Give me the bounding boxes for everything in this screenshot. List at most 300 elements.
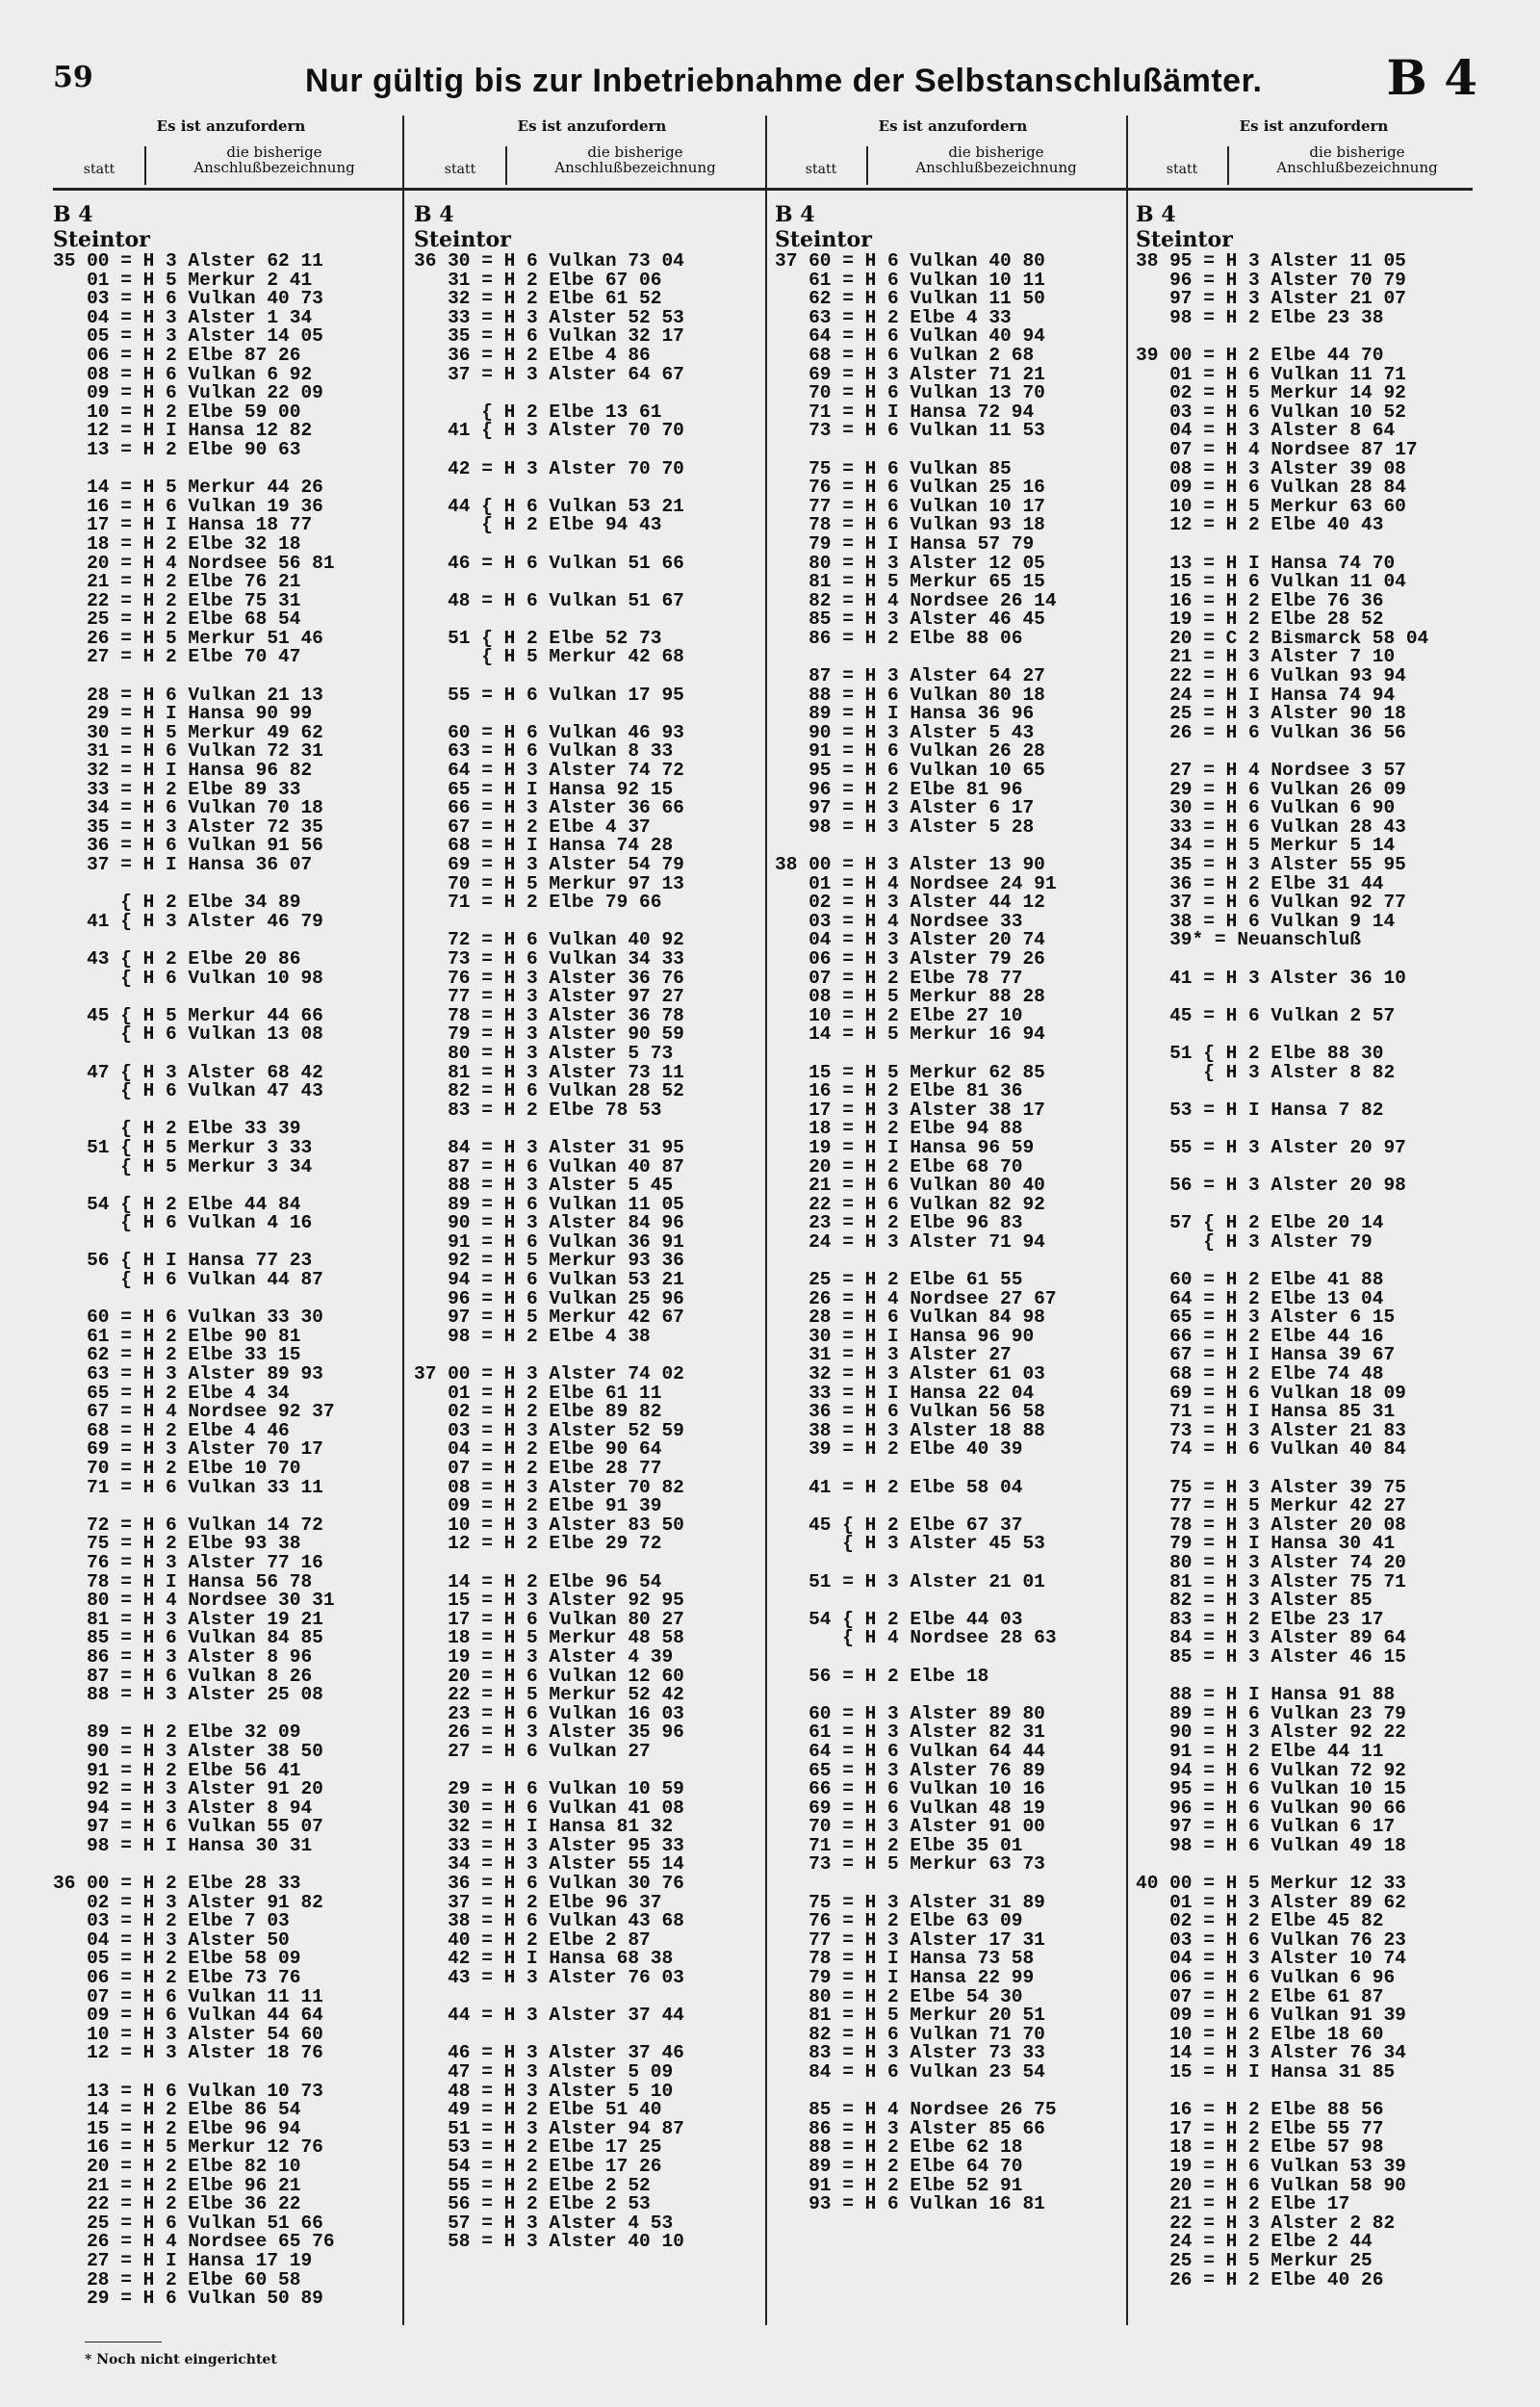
number-mapping-row: 85 = H 3 Alster 46 45	[775, 608, 1045, 631]
number-mapping-row: 10 = H 3 Alster 54 60	[53, 2023, 323, 2045]
number-mapping-row: 77 = H 5 Merkur 42 27	[1136, 1495, 1406, 1517]
number-mapping-row: 08 = H 3 Alster 39 08	[1136, 457, 1406, 479]
number-mapping-row: 33 = H 6 Vulkan 28 43	[1136, 815, 1406, 838]
number-mapping-row: 05 = H 3 Alster 14 05	[53, 325, 323, 348]
column-header-desc-line1: die bisherige	[948, 143, 1044, 161]
number-mapping-row: 22 = H 6 Vulkan 93 94	[1136, 665, 1406, 687]
number-mapping-row: 75 = H 6 Vulkan 85	[775, 457, 1012, 479]
group-spacer	[1136, 535, 1492, 555]
number-mapping-row: 14 = H 3 Alster 76 34	[1136, 2042, 1406, 2064]
number-mapping-row: 89 = H 6 Vulkan 11 05	[414, 1193, 684, 1215]
exchange-name: Steintor	[1136, 227, 1233, 252]
number-mapping-row: 23 = H 6 Vulkan 16 03	[414, 1702, 684, 1724]
number-mapping-row: 36 = H 6 Vulkan 30 76	[414, 1873, 684, 1895]
number-mapping-row: 69 = H 3 Alster 71 21	[775, 363, 1045, 385]
number-mapping-row: 21 = H 2 Elbe 17	[1136, 2193, 1350, 2215]
number-mapping-row: 24 = H 3 Alster 71 94	[775, 1230, 1045, 1253]
number-mapping-row: 41 { H 3 Alster 70 70	[414, 420, 684, 442]
number-mapping-row: 38 95 = H 3 Alster 11 05	[1136, 250, 1406, 272]
number-mapping-row: 49 = H 2 Elbe 51 40	[414, 2099, 662, 2121]
number-mapping-row: 93 = H 6 Vulkan 16 81	[775, 2193, 1045, 2215]
page-title: Nur gültig bis zur Inbetriebnahme der Selbstanschlußämter.	[305, 63, 1263, 99]
number-mapping-row: 83 = H 2 Elbe 78 53	[414, 1099, 662, 1121]
group-spacer	[53, 667, 409, 686]
column-header	[775, 116, 1131, 187]
column-header-desc	[149, 144, 399, 175]
number-mapping-row: 63 = H 6 Vulkan 8 33	[414, 740, 674, 763]
listing-column	[1136, 116, 1492, 2349]
column-header	[1136, 116, 1492, 187]
column-body	[53, 202, 409, 2309]
group-spacer	[414, 384, 770, 403]
number-mapping-row: 60 = H 3 Alster 89 80	[775, 1702, 1045, 1724]
number-mapping-row: 41 = H 3 Alster 36 10	[1136, 967, 1406, 989]
number-mapping-row: 88 = H 2 Elbe 62 18	[775, 2136, 1023, 2159]
number-mapping-row: 78 = H 6 Vulkan 93 18	[775, 514, 1045, 536]
number-mapping-row: 46 = H 6 Vulkan 51 66	[414, 552, 684, 574]
number-mapping-row: 35 = H 3 Alster 72 35	[53, 815, 323, 838]
number-mapping-row: 43 { H 2 Elbe 20 86	[53, 947, 301, 970]
column-header-statt: statt	[805, 162, 837, 177]
number-mapping-row: 16 = H 6 Vulkan 19 36	[53, 495, 323, 517]
number-mapping-row: 07 = H 2 Elbe 61 87	[1136, 1985, 1384, 2007]
number-mapping-row: 56 = H 2 Elbe 2 53	[414, 2193, 651, 2215]
number-mapping-row: 16 = H 2 Elbe 81 36	[775, 1080, 1023, 1102]
group-spacer	[1136, 1120, 1492, 1139]
number-mapping-row: 97 = H 6 Vulkan 6 17	[1136, 1816, 1396, 1838]
number-mapping-row: 09 = H 6 Vulkan 28 84	[1136, 477, 1406, 499]
page-header	[53, 49, 1477, 111]
number-mapping-row: 69 = H 3 Alster 70 17	[53, 1438, 323, 1461]
number-mapping-row: 14 = H 5 Merkur 44 26	[53, 477, 323, 499]
number-mapping-row: 61 = H 3 Alster 82 31	[775, 1721, 1045, 1744]
number-mapping-row: 32 = H I Hansa 96 82	[53, 760, 313, 782]
column-header-title: Es ist anzufordern	[156, 117, 306, 135]
number-mapping-row: 48 = H 3 Alster 5 10	[414, 2080, 674, 2102]
group-spacer	[414, 1554, 770, 1573]
number-mapping-row: 71 = H 2 Elbe 35 01	[775, 1834, 1023, 1856]
group-spacer	[414, 573, 770, 592]
number-mapping-row: 03 = H 6 Vulkan 10 52	[1136, 401, 1406, 423]
number-mapping-row: 66 = H 2 Elbe 44 16	[1136, 1325, 1384, 1347]
number-mapping-row: 25 = H 2 Elbe 61 55	[775, 1269, 1023, 1291]
number-mapping-row: 42 = H 3 Alster 70 70	[414, 457, 684, 479]
number-mapping-row: 96 = H 6 Vulkan 25 96	[414, 1287, 684, 1309]
group-spacer	[775, 1460, 1131, 1479]
number-mapping-row: { H 5 Merkur 42 68	[414, 646, 684, 668]
number-mapping-row: 65 = H 2 Elbe 4 34	[53, 1382, 290, 1404]
number-mapping-row: 30 = H 6 Vulkan 6 90	[1136, 797, 1396, 819]
group-spacer	[414, 667, 770, 686]
number-mapping-row: 66 = H 3 Alster 36 66	[414, 797, 684, 819]
number-mapping-row: 54 { H 2 Elbe 44 84	[53, 1193, 301, 1215]
number-mapping-row: 33 = H 2 Elbe 89 33	[53, 778, 301, 800]
number-mapping-row: 27 = H 2 Elbe 70 47	[53, 646, 301, 668]
number-mapping-row: 26 = H 4 Nordsee 27 67	[775, 1287, 1057, 1309]
number-mapping-row: 64 = H 2 Elbe 13 04	[1136, 1287, 1384, 1309]
number-mapping-row: 94 = H 3 Alster 8 94	[53, 1797, 313, 1819]
number-mapping-row: 61 = H 6 Vulkan 10 11	[775, 269, 1045, 291]
number-mapping-row: 96 = H 6 Vulkan 90 66	[1136, 1797, 1406, 1819]
number-mapping-row: 19 = H 2 Elbe 28 52	[1136, 608, 1384, 631]
group-spacer	[775, 1875, 1131, 1894]
number-mapping-row: 86 = H 3 Alster 8 96	[53, 1645, 313, 1668]
number-mapping-row: 25 = H 5 Merkur 25	[1136, 2249, 1373, 2271]
number-mapping-row: 67 = H 2 Elbe 4 37	[414, 815, 651, 838]
number-mapping-row: 62 = H 2 Elbe 33 15	[53, 1344, 301, 1366]
number-mapping-row: 91 = H 6 Vulkan 26 28	[775, 740, 1045, 763]
number-mapping-row: 31 = H 2 Elbe 67 06	[414, 269, 662, 291]
number-mapping-row: 32 = H 2 Elbe 61 52	[414, 288, 662, 310]
column-header-desc-line2: Anschlußbezeichnung	[915, 159, 1077, 176]
exchange-code: B 4	[414, 202, 454, 227]
number-mapping-row: 73 = H 5 Merkur 63 73	[775, 1853, 1045, 1876]
number-mapping-row: 73 = H 6 Vulkan 11 53	[775, 420, 1045, 442]
number-mapping-row: 22 = H 6 Vulkan 82 92	[775, 1193, 1045, 1215]
number-mapping-row: 22 = H 2 Elbe 36 22	[53, 2193, 301, 2215]
number-mapping-row: 07 = H 2 Elbe 78 77	[775, 967, 1023, 989]
number-mapping-row: 33 = H I Hansa 22 04	[775, 1382, 1035, 1404]
number-mapping-row: 95 = H 6 Vulkan 10 65	[775, 760, 1045, 782]
number-mapping-row: 32 = H I Hansa 81 32	[414, 1816, 674, 1838]
number-mapping-row: 32 = H 3 Alster 61 03	[775, 1363, 1045, 1385]
number-mapping-row: 26 = H 5 Merkur 51 46	[53, 627, 323, 649]
number-mapping-row: 87 = H 3 Alster 64 27	[775, 665, 1045, 687]
number-mapping-row: 04 = H 3 Alster 50	[53, 1928, 290, 1951]
number-mapping-row: 97 = H 3 Alster 6 17	[775, 797, 1035, 819]
group-spacer	[1136, 950, 1492, 970]
number-mapping-row: 45 = H 6 Vulkan 2 57	[1136, 1004, 1396, 1026]
number-mapping-row: 27 = H 6 Vulkan 27	[414, 1740, 651, 1762]
number-mapping-row: 70 = H 2 Elbe 10 70	[53, 1458, 301, 1479]
number-mapping-row: 55 = H 6 Vulkan 17 95	[414, 684, 684, 706]
number-mapping-row: 90 = H 3 Alster 92 22	[1136, 1721, 1406, 1744]
column-header-separator	[1227, 146, 1229, 185]
number-mapping-row: 69 = H 6 Vulkan 18 09	[1136, 1382, 1406, 1404]
number-mapping-row: 01 = H 6 Vulkan 11 71	[1136, 363, 1406, 385]
number-mapping-row: 08 = H 5 Merkur 88 28	[775, 986, 1045, 1008]
number-mapping-row: 03 = H 3 Alster 52 59	[414, 1419, 684, 1441]
column-header-desc	[510, 144, 760, 175]
number-mapping-row: 38 00 = H 3 Alster 13 90	[775, 854, 1045, 875]
number-mapping-row: 37 = H 3 Alster 64 67	[414, 363, 684, 385]
number-mapping-row: { H 6 Vulkan 13 08	[53, 1023, 323, 1046]
number-mapping-row: 25 = H 3 Alster 90 18	[1136, 703, 1406, 725]
number-mapping-row: 92 = H 3 Alster 91 20	[53, 1778, 323, 1800]
number-mapping-row: 79 = H I Hansa 57 79	[775, 532, 1035, 555]
number-mapping-row: 79 = H 3 Alster 90 59	[414, 1023, 684, 1046]
number-mapping-row: 20 = H 4 Nordsee 56 81	[53, 552, 335, 574]
group-spacer	[1136, 988, 1492, 1007]
number-mapping-row: 31 = H 6 Vulkan 72 31	[53, 740, 323, 763]
number-mapping-row: 77 = H 3 Alster 17 31	[775, 1928, 1045, 1951]
number-mapping-row: 13 = H I Hansa 74 70	[1136, 552, 1396, 574]
number-mapping-row: 09 = H 6 Vulkan 22 09	[53, 382, 323, 404]
number-mapping-row: 77 = H 6 Vulkan 10 17	[775, 495, 1045, 517]
number-mapping-row: 80 = H 3 Alster 5 73	[414, 1042, 674, 1064]
column-header-title: Es ist anzufordern	[1239, 117, 1389, 135]
number-mapping-row: 10 = H 3 Alster 83 50	[414, 1514, 684, 1536]
number-mapping-row: 84 = H 6 Vulkan 23 54	[775, 2061, 1045, 2083]
number-mapping-row: 02 = H 2 Elbe 89 82	[414, 1401, 662, 1423]
number-mapping-row: 27 = H I Hansa 17 19	[53, 2249, 313, 2271]
column-header-title: Es ist anzufordern	[878, 117, 1028, 135]
number-mapping-row: 30 = H I Hansa 96 90	[775, 1325, 1035, 1347]
number-mapping-row: 38 = H 6 Vulkan 9 14	[1136, 910, 1396, 932]
number-mapping-row: 90 = H 3 Alster 5 43	[775, 721, 1035, 743]
number-mapping-row: 39* = Neuanschluß	[1136, 929, 1362, 951]
column-header-title: Es ist anzufordern	[517, 117, 667, 135]
number-mapping-row: 76 = H 2 Elbe 63 09	[775, 1910, 1023, 1932]
number-mapping-row: 63 = H 2 Elbe 4 33	[775, 306, 1012, 328]
number-mapping-row: 21 = H 3 Alster 7 10	[1136, 646, 1396, 668]
number-mapping-row: 81 = H 3 Alster 75 71	[1136, 1570, 1406, 1592]
number-mapping-row: 68 = H 6 Vulkan 2 68	[775, 344, 1035, 366]
number-mapping-row: { H 3 Alster 8 82	[1136, 1061, 1396, 1083]
column-header-desc-line1: die bisherige	[587, 143, 683, 161]
number-mapping-row: 15 = H 5 Merkur 62 85	[775, 1061, 1045, 1083]
number-mapping-row: 40 00 = H 5 Merkur 12 33	[1136, 1873, 1406, 1895]
number-mapping-row: 78 = H 3 Alster 36 78	[414, 1004, 684, 1026]
exchange-code: B 4	[1136, 202, 1176, 227]
number-mapping-row: 71 = H 2 Elbe 79 66	[414, 892, 662, 914]
column-header-desc-line2: Anschlußbezeichnung	[1276, 159, 1438, 176]
group-spacer	[53, 1045, 409, 1064]
number-mapping-row: 15 = H 2 Elbe 96 94	[53, 2117, 301, 2139]
number-mapping-row: 33 = H 3 Alster 95 33	[414, 1834, 684, 1856]
number-mapping-row: 91 = H 2 Elbe 44 11	[1136, 1740, 1384, 1762]
number-mapping-row: 36 = H 2 Elbe 31 44	[1136, 872, 1384, 894]
number-mapping-row: 07 = H 4 Nordsee 87 17	[1136, 438, 1418, 460]
number-mapping-row: 18 = H 2 Elbe 94 88	[775, 1118, 1023, 1140]
number-mapping-row: 17 = H 2 Elbe 55 77	[1136, 2117, 1384, 2139]
column-header-separator	[505, 146, 507, 185]
number-mapping-row: 47 { H 3 Alster 68 42	[53, 1061, 323, 1083]
number-mapping-row: 67 = H 4 Nordsee 92 37	[53, 1401, 335, 1423]
number-mapping-row: 20 = C 2 Bismarck 58 04	[1136, 627, 1429, 649]
number-mapping-row: 98 = H I Hansa 30 31	[53, 1834, 313, 1856]
number-mapping-row: 16 = H 2 Elbe 88 56	[1136, 2099, 1384, 2121]
number-mapping-row: 43 = H 3 Alster 76 03	[414, 1967, 684, 1989]
number-mapping-row: 12 = H 2 Elbe 29 72	[414, 1533, 662, 1555]
number-mapping-row: 58 = H 3 Alster 40 10	[414, 2231, 684, 2253]
number-mapping-row: 04 = H 3 Alster 8 64	[1136, 420, 1396, 442]
number-mapping-row: 14 = H 5 Merkur 16 94	[775, 1023, 1045, 1046]
number-mapping-row: 07 = H 6 Vulkan 11 11	[53, 1985, 323, 2007]
column-header-separator	[866, 146, 868, 185]
number-mapping-row: 26 = H 4 Nordsee 65 76	[53, 2231, 335, 2253]
number-mapping-row: 88 = H I Hansa 91 88	[1136, 1684, 1396, 1706]
number-mapping-row: 57 { H 2 Elbe 20 14	[1136, 1212, 1384, 1234]
number-mapping-row: 22 = H 5 Merkur 52 42	[414, 1684, 684, 1706]
number-mapping-row: 70 = H 6 Vulkan 13 70	[775, 382, 1045, 404]
number-mapping-row: 53 = H I Hansa 7 82	[1136, 1099, 1384, 1121]
number-mapping-row: 15 = H I Hansa 31 85	[1136, 2061, 1396, 2083]
group-spacer	[414, 441, 770, 460]
number-mapping-row: 14 = H 2 Elbe 86 54	[53, 2099, 301, 2121]
number-mapping-row: 98 = H 2 Elbe 4 38	[414, 1325, 651, 1347]
number-mapping-row: 84 = H 3 Alster 89 64	[1136, 1627, 1406, 1649]
number-mapping-row: 26 = H 2 Elbe 40 26	[1136, 2268, 1384, 2291]
number-mapping-row: 73 = H 3 Alster 21 83	[1136, 1419, 1406, 1441]
number-mapping-row: 18 = H 2 Elbe 32 18	[53, 532, 301, 555]
number-mapping-row: 30 = H 6 Vulkan 41 08	[414, 1797, 684, 1819]
number-mapping-row: 02 = H 5 Merkur 14 92	[1136, 382, 1406, 404]
group-spacer	[1136, 1025, 1492, 1045]
number-mapping-row: 22 = H 2 Elbe 75 31	[53, 589, 301, 611]
number-mapping-row: 28 = H 6 Vulkan 84 98	[775, 1307, 1045, 1329]
number-mapping-row: 51 = H 3 Alster 21 01	[775, 1570, 1045, 1592]
number-mapping-row: 38 = H 3 Alster 18 88	[775, 1419, 1045, 1441]
group-spacer	[1136, 1082, 1492, 1101]
group-spacer	[775, 1592, 1131, 1611]
number-mapping-row: 04 = H 3 Alster 20 74	[775, 929, 1045, 951]
number-mapping-row: { H 2 Elbe 34 89	[53, 892, 301, 914]
number-mapping-row: 97 = H 6 Vulkan 55 07	[53, 1816, 323, 1838]
number-mapping-row: 56 = H 2 Elbe 18	[775, 1665, 989, 1687]
number-mapping-row: 56 { H I Hansa 77 23	[53, 1250, 313, 1272]
column-header-statt: statt	[83, 162, 116, 177]
number-mapping-row: 19 = H I Hansa 96 59	[775, 1136, 1035, 1158]
number-mapping-row: 78 = H 3 Alster 20 08	[1136, 1514, 1406, 1536]
number-mapping-row: 39 00 = H 2 Elbe 44 70	[1136, 344, 1384, 366]
number-mapping-row: 64 = H 6 Vulkan 40 94	[775, 325, 1045, 348]
number-mapping-row: 20 = H 6 Vulkan 58 90	[1136, 2174, 1406, 2196]
number-mapping-row: 88 = H 3 Alster 25 08	[53, 1684, 323, 1706]
number-mapping-row: 80 = H 2 Elbe 54 30	[775, 1985, 1023, 2007]
number-mapping-row: 02 = H 2 Elbe 45 82	[1136, 1910, 1384, 1932]
number-mapping-row: 36 00 = H 2 Elbe 28 33	[53, 1873, 301, 1895]
number-mapping-row: 90 = H 3 Alster 84 96	[414, 1212, 684, 1234]
number-mapping-row: 82 = H 6 Vulkan 28 52	[414, 1080, 684, 1102]
group-spacer	[1136, 1460, 1492, 1479]
listing-column	[414, 116, 770, 2349]
number-mapping-row: 45 { H 5 Merkur 44 66	[53, 1004, 323, 1026]
group-spacer	[53, 1177, 409, 1196]
number-mapping-row: 57 = H 3 Alster 4 53	[414, 2212, 674, 2234]
number-mapping-row: 81 = H 5 Merkur 20 51	[775, 2005, 1045, 2027]
number-mapping-row: 03 = H 2 Elbe 7 03	[53, 1910, 290, 1932]
number-mapping-row: 37 = H 2 Elbe 96 37	[414, 1891, 662, 1913]
number-mapping-row: { H 2 Elbe 13 61	[414, 401, 662, 423]
number-mapping-row: { H 4 Nordsee 28 63	[775, 1627, 1057, 1649]
number-mapping-row: { H 6 Vulkan 4 16	[53, 1212, 313, 1234]
footnote: * Noch nicht eingerichtet	[85, 2352, 277, 2368]
number-mapping-row: 68 = H 2 Elbe 74 48	[1136, 1363, 1384, 1385]
number-mapping-row: 72 = H 6 Vulkan 14 72	[53, 1514, 323, 1536]
number-mapping-row: 96 = H 3 Alster 70 79	[1136, 269, 1406, 291]
number-mapping-row: 09 = H 2 Elbe 91 39	[414, 1495, 662, 1517]
number-mapping-row: 73 = H 6 Vulkan 34 33	[414, 947, 684, 970]
exchange-name: Steintor	[775, 227, 872, 252]
number-mapping-row: 60 = H 6 Vulkan 33 30	[53, 1307, 323, 1329]
number-mapping-row: 35 = H 3 Alster 55 95	[1136, 854, 1406, 875]
number-mapping-row: 51 { H 2 Elbe 52 73	[414, 627, 662, 649]
number-mapping-row: 89 = H I Hansa 36 96	[775, 703, 1035, 725]
number-mapping-row: 60 = H 6 Vulkan 46 93	[414, 721, 684, 743]
column-header-separator	[144, 146, 146, 185]
number-mapping-row: 88 = H 3 Alster 5 45	[414, 1175, 674, 1197]
number-mapping-row: 75 = H 3 Alster 39 75	[1136, 1476, 1406, 1498]
number-mapping-row: 69 = H 6 Vulkan 48 19	[775, 1797, 1045, 1819]
number-mapping-row: 10 = H 5 Merkur 63 60	[1136, 495, 1406, 517]
number-mapping-row: 71 = H I Hansa 85 31	[1136, 1401, 1396, 1423]
number-mapping-row: 54 = H 2 Elbe 17 26	[414, 2155, 662, 2177]
number-mapping-row: 92 = H 5 Merkur 93 36	[414, 1250, 684, 1272]
number-mapping-row: 40 = H 2 Elbe 2 87	[414, 1928, 651, 1951]
number-mapping-row: 12 = H 3 Alster 18 76	[53, 2042, 323, 2064]
column-header	[414, 116, 770, 187]
number-mapping-row: 28 = H 2 Elbe 60 58	[53, 2268, 301, 2291]
number-mapping-row: 24 = H I Hansa 74 94	[1136, 684, 1396, 706]
number-mapping-row: 01 = H 5 Merkur 2 41	[53, 269, 313, 291]
number-mapping-row: 85 = H 4 Nordsee 26 75	[775, 2099, 1057, 2121]
number-mapping-row: 84 = H 3 Alster 31 95	[414, 1136, 684, 1158]
number-mapping-row: 01 = H 2 Elbe 61 11	[414, 1382, 662, 1404]
number-mapping-row: 60 = H 2 Elbe 41 88	[1136, 1269, 1384, 1291]
number-mapping-row: 20 = H 2 Elbe 68 70	[775, 1155, 1023, 1178]
number-mapping-row: 12 = H 2 Elbe 40 43	[1136, 514, 1384, 536]
number-mapping-row: 76 = H 3 Alster 36 76	[414, 967, 684, 989]
number-mapping-row: 53 = H 2 Elbe 17 25	[414, 2136, 662, 2159]
exchange-code: B 4	[775, 202, 815, 227]
number-mapping-row: 01 = H 4 Nordsee 24 91	[775, 872, 1057, 894]
number-mapping-row: 07 = H 2 Elbe 28 77	[414, 1458, 662, 1479]
number-mapping-row: 83 = H 2 Elbe 23 17	[1136, 1608, 1384, 1630]
number-mapping-row: 55 = H 3 Alster 20 97	[1136, 1136, 1406, 1158]
exchange-code: B 4	[53, 202, 93, 227]
number-mapping-row: 94 = H 6 Vulkan 72 92	[1136, 1759, 1406, 1781]
number-mapping-row: 75 = H 2 Elbe 93 38	[53, 1533, 301, 1555]
number-mapping-row: 69 = H 3 Alster 54 79	[414, 854, 684, 875]
number-mapping-row: 61 = H 2 Elbe 90 81	[53, 1325, 301, 1347]
number-mapping-row: 81 = H 3 Alster 19 21	[53, 1608, 323, 1630]
number-mapping-row: 29 = H 6 Vulkan 50 89	[53, 2288, 323, 2310]
number-mapping-row: 22 = H 3 Alster 2 82	[1136, 2212, 1396, 2234]
group-spacer	[775, 1497, 1131, 1516]
number-mapping-row: 94 = H 6 Vulkan 53 21	[414, 1269, 684, 1291]
number-mapping-row: 63 = H 3 Alster 89 93	[53, 1363, 323, 1385]
number-mapping-row: 37 00 = H 3 Alster 74 02	[414, 1363, 684, 1385]
number-mapping-row: { H 6 Vulkan 47 43	[53, 1080, 323, 1102]
number-mapping-row: 19 = H 3 Alster 4 39	[414, 1645, 674, 1668]
group-spacer	[414, 705, 770, 724]
number-mapping-row: 86 = H 3 Alster 85 66	[775, 2117, 1045, 2139]
number-mapping-row: 87 = H 6 Vulkan 8 26	[53, 1665, 313, 1687]
column-header-desc	[871, 144, 1121, 175]
number-mapping-row: 21 = H 6 Vulkan 80 40	[775, 1175, 1045, 1197]
number-mapping-row: 48 = H 6 Vulkan 51 67	[414, 589, 684, 611]
column-header-desc-line2: Anschlußbezeichnung	[554, 159, 716, 176]
column-header-desc-line1: die bisherige	[1309, 143, 1405, 161]
number-mapping-row: 89 = H 2 Elbe 32 09	[53, 1721, 301, 1744]
group-spacer	[775, 441, 1131, 460]
rows-container	[1136, 252, 1492, 2290]
number-mapping-row: 34 = H 5 Merkur 5 14	[1136, 835, 1396, 857]
number-mapping-row: 98 = H 3 Alster 5 28	[775, 815, 1035, 838]
number-mapping-row: 34 = H 3 Alster 55 14	[414, 1853, 684, 1876]
number-mapping-row: 09 = H 6 Vulkan 44 64	[53, 2005, 323, 2027]
number-mapping-row: 04 = H 3 Alster 10 74	[1136, 1948, 1406, 1970]
group-spacer	[414, 610, 770, 630]
number-mapping-row: 78 = H I Hansa 56 78	[53, 1570, 313, 1592]
number-mapping-row: 75 = H 3 Alster 31 89	[775, 1891, 1045, 1913]
number-mapping-row: 83 = H 3 Alster 73 33	[775, 2042, 1045, 2064]
column-header-statt: statt	[444, 162, 476, 177]
number-mapping-row: 81 = H 3 Alster 73 11	[414, 1061, 684, 1083]
number-mapping-row: 44 = H 3 Alster 37 44	[414, 2005, 684, 2027]
number-mapping-row: { H 6 Vulkan 10 98	[53, 967, 323, 989]
